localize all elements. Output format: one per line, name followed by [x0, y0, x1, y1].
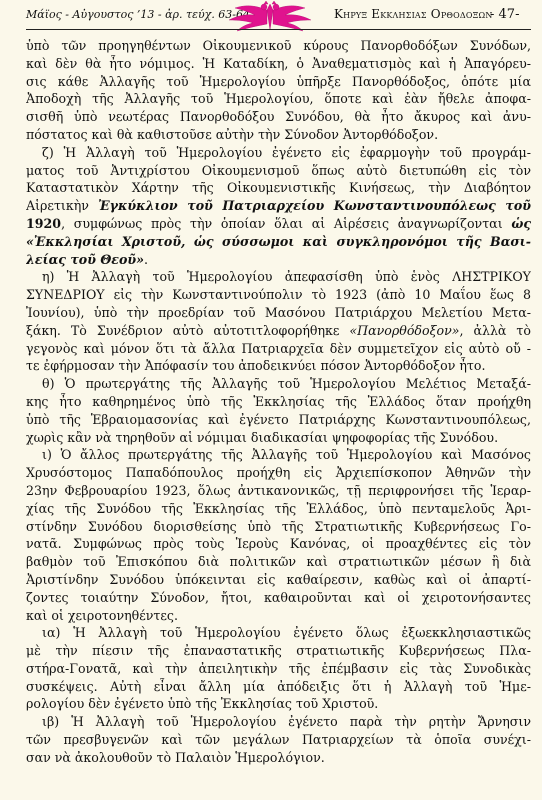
quote-bold: «Ἐκκλησίαι Χριστοῦ, ὡς σύσσωμοι καὶ συγκληρονόμοι τῆς Βασι- — [26, 233, 531, 249]
text-line: Ἀποδοχὴ τῆς Ἀλλαγῆς τοῦ Ἡμερολογίου, ὅποτε καὶ ἐὰν ἤθελε ἀποφα- — [26, 91, 531, 107]
quote-bold: λείας τοῦ Θεοῦ» — [26, 251, 144, 267]
text-line: ρολογίου δὲν ἐγένετο ὑπὸ τῆς Ἐκκλησίας τοῦ Χριστοῦ. — [26, 696, 379, 712]
text-line: Χρυσόστομος Παπαδόπουλος προήχθη εἰς Ἀρχιεπίσκοπον Ἀθηνῶν τὴν — [26, 465, 531, 481]
text-line: στίνδην Συνόδου διορισθείσης ὑπὸ τῆς Στρατιωτικῆς Κυβερνήσεως Γο- — [26, 518, 531, 534]
text-span: Αἱρετικὴν — [26, 198, 99, 214]
issue-date: Μάϊος - Αὐγουστος ’13 - ἀρ. τεύχ. 63-64 — [26, 8, 251, 21]
text-line: στήρα-Γονατᾶ, καὶ τὴν ἀπειλητικὴν τῆς ἐπέμβασιν εἰς τὰς Συνοδικὰς — [26, 660, 531, 676]
text-line: ματος τοῦ Ἀντιχρίστου Οἰκουμενισμοῦ ὅπως αὐτὸ διετυπώθη εἰς τὸν — [26, 162, 531, 178]
text-line: ιβ) Ἡ Ἀλλαγὴ τοῦ Ἡμερολογίου ἐγένετο παρὰ τὴν ρητὴν Ἄρνησιν — [42, 714, 531, 730]
year-bold: 1920 — [26, 215, 62, 231]
encyclical-title: Ἐγκύκλιον τοῦ Πατριαρχείου Κωνσταντινουπόλεως τοῦ — [98, 198, 531, 214]
text-line: νατᾶ. Συμφώνως πρὸς τοὺς Ἱεροὺς Κανόνας, οἱ προαχθέντες εἰς τὸν — [26, 536, 531, 552]
text-line — [26, 197, 531, 215]
text-line — [26, 322, 531, 340]
text-line: ζοντες τοιαύτην Σύνοδον, ἤτοι, καθαιροῦνται καὶ οἱ χειροτονήσαντες — [26, 589, 531, 605]
text-line: ὑπὸ τῶν προηγηθέντων Οἰκουμενικοῦ κύρους Πανορθοδόξων Συνόδων, — [26, 38, 531, 53]
text-line: σις κάθε Ἀλλαγῆς τοῦ Ἡμερολογίου ὑπῆρξε Πανορθόδοξος, ὁπότε μία — [26, 73, 531, 89]
text-line: βαθμὸν τοῦ Ἐπισκόπου διὰ πολιτικῶν καὶ στρατιωτικῶν μέσων ἢ διὰ — [26, 554, 531, 570]
text-span: ξάκη. Τὸ Συνέδριον αὐτὸ αὐτοτιτλοφορήθηκε — [26, 322, 350, 338]
text-line: ι) Ὁ ἄλλος πρωτεργάτης τῆς Ἀλλαγῆς τοῦ Ἡμερολογίου καὶ Μασόνος — [42, 447, 531, 463]
text-line: θ) Ὁ πρωτεργάτης τῆς Ἀλλαγῆς τοῦ Ἡμερολογίου Μελέτιος Μεταξά- — [42, 376, 531, 392]
text-line: 23ην Φεβρουαρίου 1923, ὅλως ἀντικανονικῶς, τῇ περιφρονήσει τῆς Ἱεραρ- — [26, 482, 531, 498]
text-line: χωρὶς κἂν νὰ τηρηθοῦν αἱ νόμιμαι διαδικασίαι ψηφοφορίας τῆς Συνόδου. — [26, 429, 499, 445]
text-line: καὶ δὲν θὰ ἦτο νόμιμος. Ἡ Καταδίκη, ὁ Ἀναθεματισμὸς καὶ ἡ Ἀπαγόρευ- — [26, 55, 531, 71]
text-line: Ἰουνίου), ὑπὸ τὴν προεδρίαν τοῦ Μασόνου Πατριάρχου Μελετίου Μετα- — [26, 304, 531, 320]
text-line: πόστατος καὶ θὰ καθιστοῦσε αὐτὴν τὴν Σύνοδον Ἀντορθόδοξον. — [26, 126, 439, 142]
text-line: τῶν πρεσβυγενῶν καὶ τῶν μεγάλων Πατριαρχείων τὰ ὁποῖα συνέχι- — [26, 732, 531, 748]
text-line: συσκέψεις. Αὐτὴ εἶναι ἄλλη μία ἀπόδειξις ὅτι ἡ Ἀλλαγὴ τοῦ Ἡμε- — [26, 678, 531, 694]
text-line: μὲ τὴν πίεσιν τῆς ἐπαναστατικῆς στρατιωτικῆς Κυβερνήσεως Πλα- — [26, 643, 531, 659]
text-span: . — [143, 251, 148, 267]
italic-phrase: «Πανορθόδοξον» — [349, 322, 460, 338]
text-line: ζ) Ἡ Ἀλλαγὴ τοῦ Ἡμερολογίου ἐγένετο εἰς ἐφαρμογὴν τοῦ προγράμ- — [42, 144, 531, 160]
text-line: ια) Ἡ Ἀλλαγὴ τοῦ Ἡμερολογίου ἐγένετο ὅλως ἐξωεκκλησιαστικῶς — [42, 625, 531, 641]
page-number: - 47- — [490, 7, 520, 22]
text-line: η) Ἡ Ἀλλαγὴ τοῦ Ἡμερολογίου ἀπεφασίσθη ὑπὸ ἑνὸς ΛΗΣΤΡΙΚΟΥ — [42, 269, 531, 285]
text-line: χίας τῆς Συνόδου τῆς Ἐκκλησίας τῆς Ἑλλάδος, ὑπὸ πενταμελοῦς Ἀρι- — [26, 500, 531, 516]
text-line: Καταστατικὸν Χάρτην τῆς Οἰκουμενιστικῆς Κινήσεως, τὴν Διαβόητον — [26, 180, 531, 196]
text-line — [26, 233, 531, 251]
text-line: ὑπὸ τῆς Ἑβραιομασονίας καὶ ἐγένετο Πατριάρχης Κωνσταντινουπόλεως, — [26, 411, 531, 427]
text-line: καὶ οἱ χειροτονηθέντες. — [26, 607, 178, 623]
header-divider — [26, 29, 531, 30]
text-line: ΣΥΝΕΔΡΙΟΥ εἰς τὴν Κωνσταντινούπολιν τὸ 1923 (ἀπὸ 10 Μαΐου ἕως 8 — [26, 287, 531, 303]
text-line — [26, 251, 531, 269]
text-span: , ἀλλὰ τὸ — [459, 322, 531, 338]
text-line: κης ἦτο καθηρημένος ὑπὸ τῆς Ἐκκλησίας τῆς Ἑλλάδος ὅταν προήχθη — [26, 393, 531, 409]
text-line — [26, 215, 531, 233]
text-line: γεγονὸς καὶ μόνον ὅτι τὰ ἄλλα Πατριαρχεῖα δὲν συμμετεῖχον εἰς αὐτὸ οὔ - — [26, 340, 531, 356]
text-line: τε ἐφήρμοσαν τὴν Ἀπόφασίν του ἀποδεικνύει πόσον Ἀντορθόδοξον ἦτο. — [26, 358, 486, 374]
text-line: Ἀριστίνδην Συνόδου ὑπόκεινται εἰς καθαίρεσιν, καθὼς καὶ οἱ ἀπαρτί- — [26, 571, 531, 587]
bold-phrase: ὡς — [511, 215, 531, 231]
article-body — [26, 37, 531, 767]
journal-title: Κηρυξ Εκκλησιας Ορθοδοξων — [334, 7, 493, 21]
page-header — [0, 0, 542, 34]
text-line: σαν νὰ ἀκολουθοῦν τὸ Παλαιὸν Ἡμερολόγιον. — [26, 749, 325, 765]
text-span: , συμφώνως πρὸς τὴν ὁποίαν ὅλαι αἱ Αἱρέσεις ἀναγνωρίζονται — [61, 215, 512, 231]
text-line: σισθῆ ὑπὸ νεωτέρας Πανορθοδόξου Συνόδου, θὰ ἦτο ἄκυρος καὶ ἀνυ- — [26, 109, 531, 125]
